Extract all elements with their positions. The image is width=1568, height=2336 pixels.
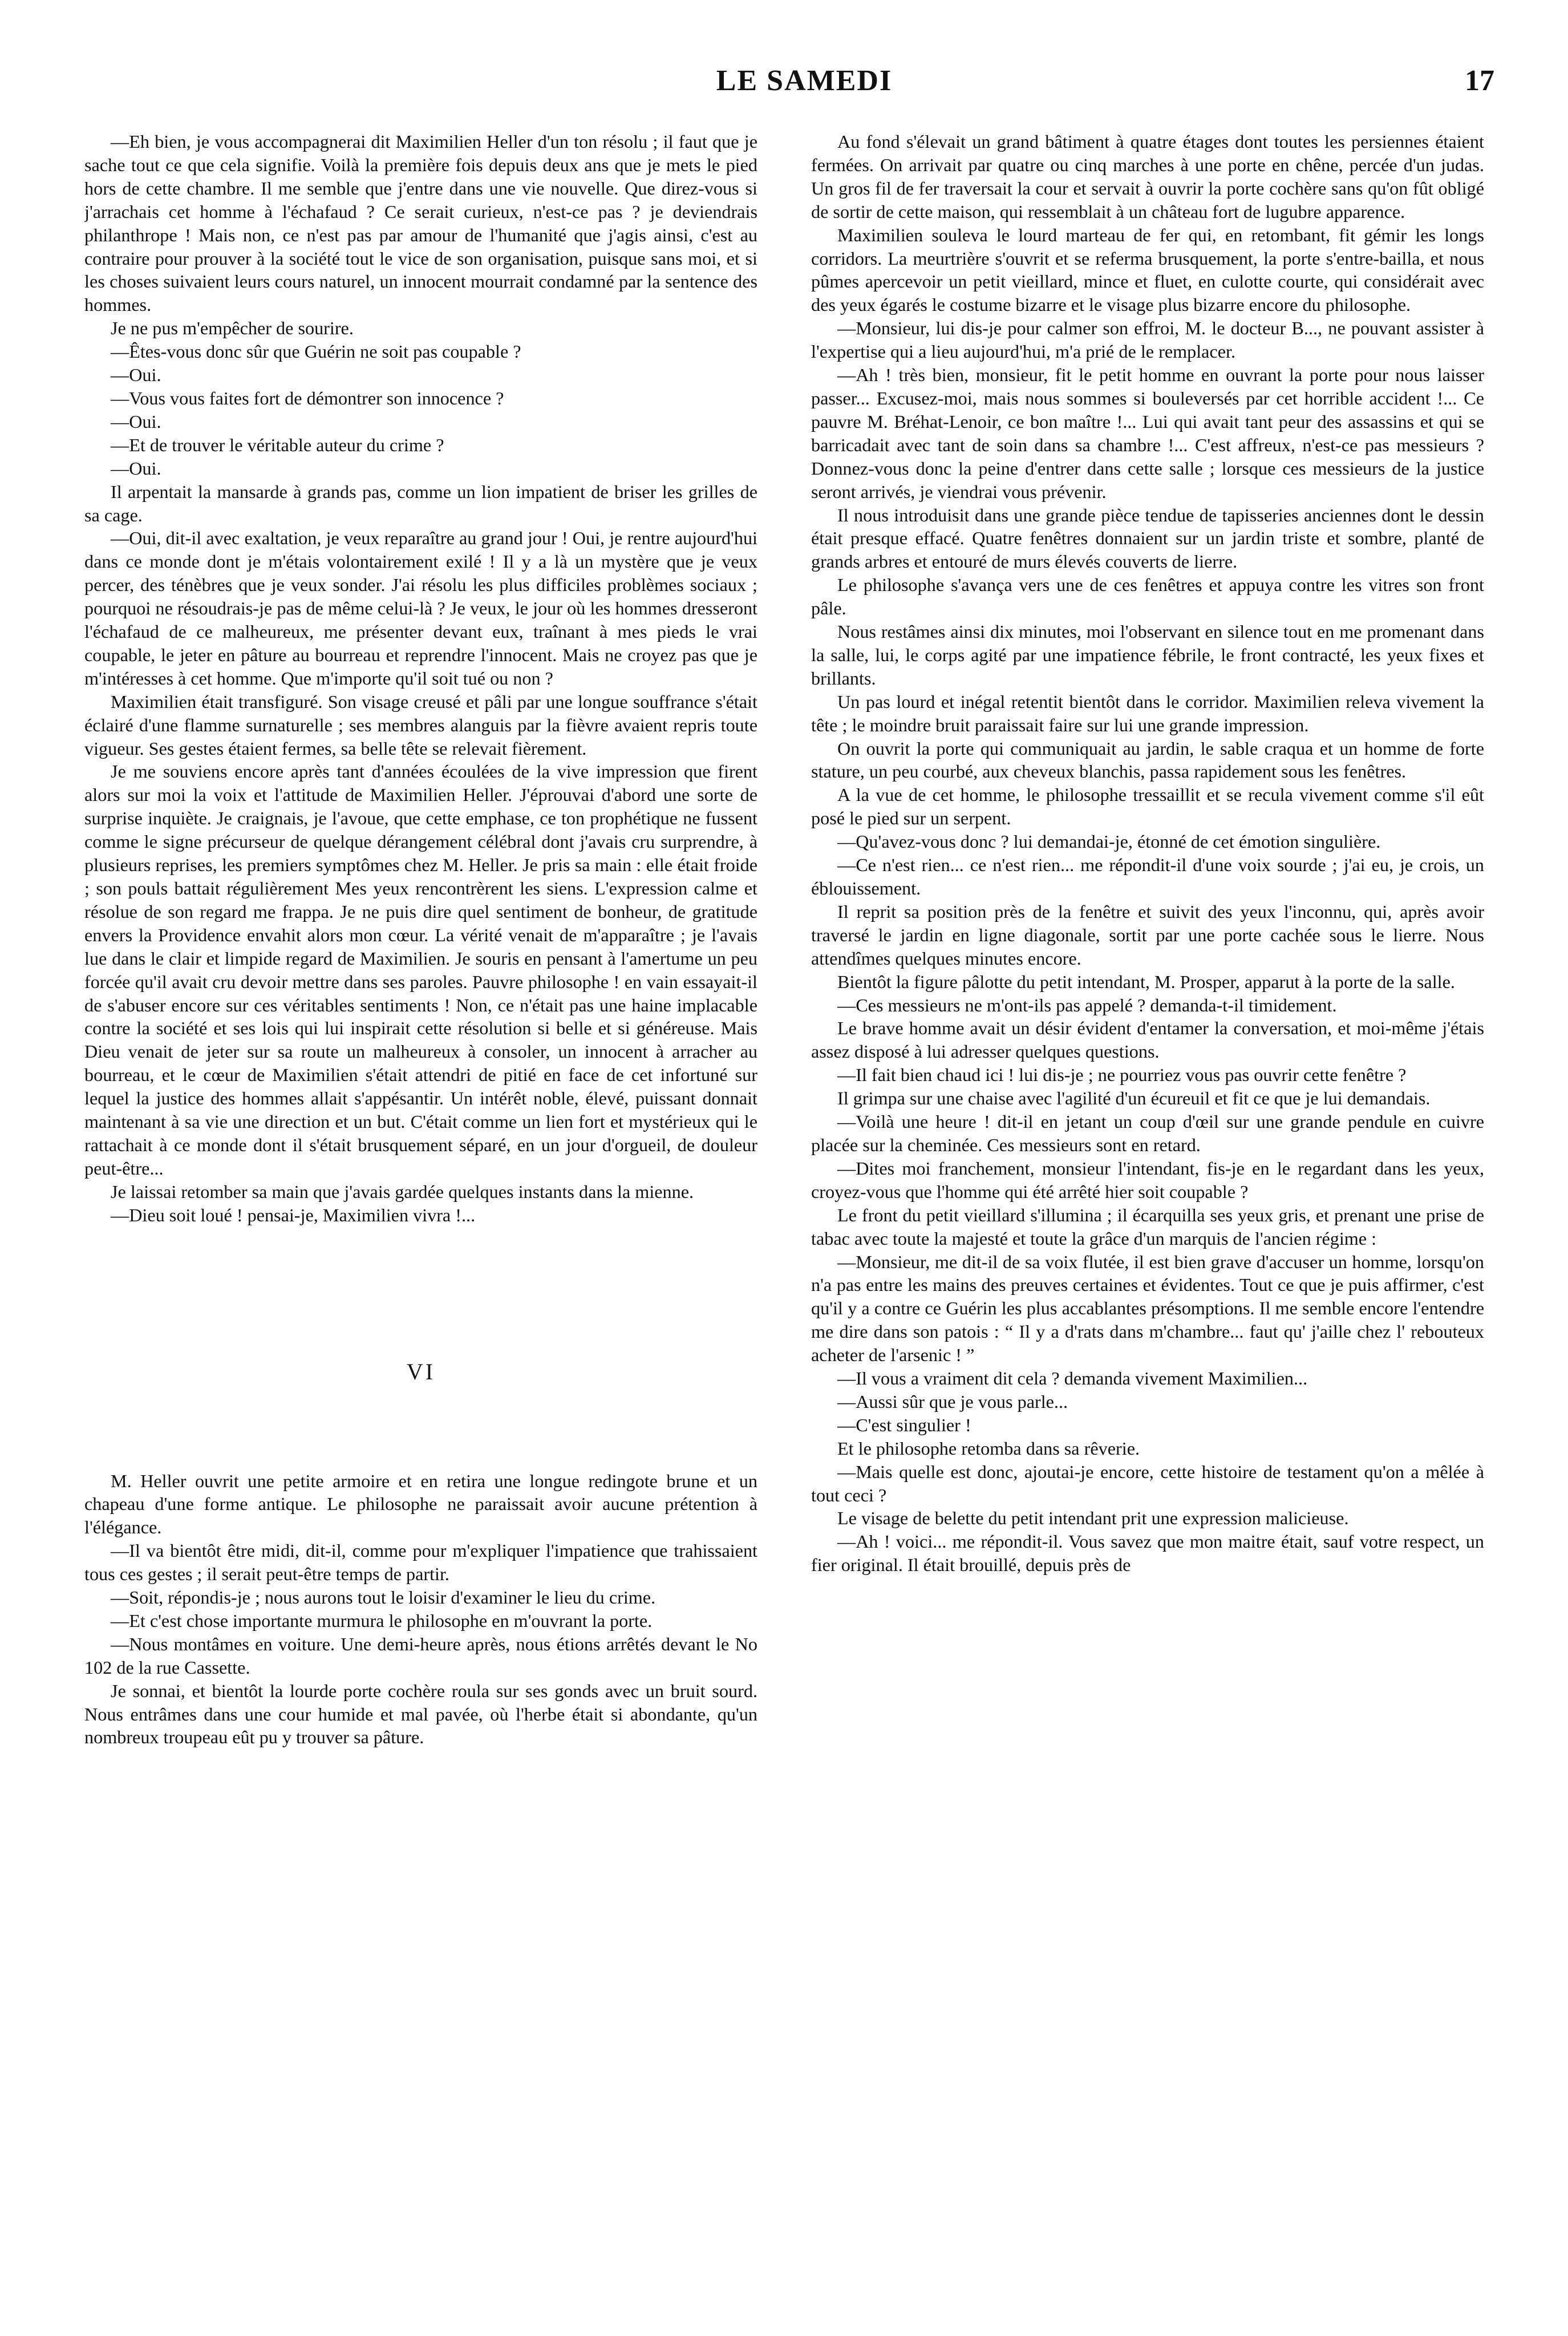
paragraph: —Il vous a vraiment dit cela ? demanda vivement Maximilien... <box>837 1368 1308 1389</box>
paragraph: —Monsieur, lui dis-je pour calmer son effroi, M. le docteur B..., ne pouvant assister à l'expertise qui a lieu aujourd'hui, m'a prié de le remplacer. <box>811 318 1484 362</box>
left-column-text-before-heading <box>84 130 757 1227</box>
paragraph: On ouvrit la porte qui communiquait au jardin, le sable craqua et un homme de forte stature, un peu courbé, aux cheveux blanchis, passa rapidement sous les fenêtres. <box>811 738 1484 782</box>
left-column <box>84 130 757 2286</box>
paragraph: —Nous montâmes en voiture. Une demi-heure après, nous étions arrêtés devant le No 102 de la rue Cassette. <box>84 1633 757 1678</box>
section-heading: VI <box>406 1358 436 1384</box>
paragraph: M. Heller ouvrit une petite armoire et en retira une longue redingote brune et un chapeau d'une forme antique. Le philosophe ne paraissait avoir aucune prétention à l'élégance. <box>84 1470 757 1538</box>
paragraph: —Aussi sûr que je vous parle... <box>837 1391 1068 1412</box>
paragraph: Je sonnai, et bientôt la lourde porte cochère roula sur ses gonds avec un bruit sourd. Nous entrâmes dans une cour humide et mal pavée, où l'herbe était si abondante, qu'un nombreux troupeau eût pu y trouver sa pâture. <box>84 1680 757 1748</box>
paragraph: —Oui. <box>111 458 161 479</box>
paragraph: Maximilien était transfiguré. Son visage creusé et pâli par une longue souffrance s'était éclairé d'une flamme surnaturelle ; ses membres alanguis par la fièvre avaient repris toute vigueur. Ses gestes étaient fermes, sa belle tête se relevait fièrement. <box>84 691 757 759</box>
paragraph: Le visage de belette du petit intendant prit une expression malicieuse. <box>837 1508 1349 1529</box>
paragraph: —Vous vous faites fort de démontrer son innocence ? <box>111 387 504 408</box>
paragraph: —Eh bien, je vous accompagnerai dit Maximilien Heller d'un ton résolu ; il faut que je sache tout ce que cela signifie. Voilà la première fois depuis deux ans que je mets le pied hors de cette chambre. Il me semble que j'entre dans une vie nouvelle. Que direz-vous si j'arrachais cet homme à l'échafaud ? Ce serait curieux, n'est-ce pas ? je deviendrais philanthrope ! Mais non, ce n'est pas par amour de l'humanité que j'agis ainsi, c'est au contraire pour prouver à la société tout le vice de son organisation, puisque sans moi, et si les choses suivaient leurs cours naturel, un innocent mourrait condamné par la sentence des hommes. <box>84 131 757 315</box>
paragraph: Le philosophe s'avança vers une de ces fenêtres et appuya contre les vitres son front pâle. <box>811 574 1484 619</box>
paragraph: —Dieu soit loué ! pensai-je, Maximilien vivra !... <box>111 1204 476 1225</box>
paragraph: —Dites moi franchement, monsieur l'intendant, fis-je en le regardant dans les yeux, croyez-vous que l'homme qui été arrêté hier soit coupable ? <box>811 1157 1484 1202</box>
paragraph: Le front du petit vieillard s'illumina ; il écarquilla ses yeux gris, et prenant une prise de tabac avec toute la majesté et toute la grâce d'un marquis de l'ancien régime : <box>811 1204 1484 1249</box>
paragraph: Je me souviens encore après tant d'années écoulées de la vive impression que firent alors sur moi la voix et l'attitude de Maximilien Heller. J'éprouvai d'abord une sorte de surprise inquiète. Je craignais, je l'avoue, que cette emphase, ce ton prophétique ne fussent comme le signe précurseur de quelque dérangement célébral dont j'avais cru surprendre, à plusieurs reprises, les premiers symptômes chez M. Heller. Je pris sa main : elle était froide ; son pouls battait régulièrement Mes yeux rencontrèrent les siens. L'expression calme et résolue de son regard me frappa. Je ne puis dire quel sentiment de bonheur, de gratitude envers la Providence envahit alors mon cœur. La vérité venait de m'apparaître ; je l'avais lue dans le clair et limpide regard de Maximilien. Je souris en pensant à l'amertume un peu forcée qu'il avait cru devoir mettre dans ses paroles. Pauvre philosophe ! en vain essayait-il de s'abuser encore sur ces véritables sentiments ! Non, ce n'était pas une haine implacable contre la société et ses lois qui lui inspirait cette résolution si belle et si généreuse. Mais Dieu venait de jeter sur sa route un malheureux à consoler, un innocent à arracher au bourreau, et le cœur de Maximilien s'était attendri de pitié en face de cet infortuné sur lequel la justice des hommes allait s'appésantir. Un intérêt noble, élevé, puissant donnait maintenant à sa vie une direction et un but. C'était comme un lien fort et mystérieux qui le rattachait à ce monde dont il s'était brusquement séparé, en un jour d'orgueil, de douleur peut-être... <box>84 761 757 1179</box>
paragraph: —Oui. <box>111 411 161 432</box>
paragraph: —Monsieur, me dit-il de sa voix flutée, il est bien grave d'accuser un homme, lorsqu'on n'a pas entre les mains des preuves certaines et évidentes. Tout ce que je puis affirmer, c'est qu'il y a contre ce Guérin les plus accablantes présomptions. Il me semble encore l'entendre me dire dans son patois : “ Il y a d'rats dans m'chambre... faut qu' j'aille chez l' rebouteux acheter de l'arsenic ! ” <box>811 1251 1484 1366</box>
paragraph: —Et de trouver le véritable auteur du crime ? <box>111 434 444 455</box>
paragraph: —Il fait bien chaud ici ! lui dis-je ; ne pourriez vous pas ouvrir cette fenêtre ? <box>837 1064 1407 1086</box>
masthead: LE SAMEDI <box>716 64 893 97</box>
paragraph: —Ce n'est rien... ce n'est rien... me répondit-il d'une voix sourde ; j'ai eu, je crois, un éblouissement. <box>811 855 1484 898</box>
paragraph: Un pas lourd et inégal retentit bientôt dans le corridor. Maximilien releva vivement la tête ; le moindre bruit paraissait faire sur lui une grande impression. <box>811 691 1484 735</box>
paragraph: Il nous introduisit dans une grande pièce tendue de tapisseries anciennes dont le dessin était presque effacé. Quatre fenêtres donnaient sur un jardin triste et sombre, planté de grands arbres et entouré de murs élevés couverts de lierre. <box>811 504 1484 572</box>
paragraph: Nous restâmes ainsi dix minutes, moi l'observant en silence tout en me promenant dans la salle, lui, le corps agité par une impatience fébrile, le front contracté, les yeux fixes et brillants. <box>811 621 1484 689</box>
paragraph: Il arpentait la mansarde à grands pas, comme un lion impatient de briser les grilles de sa cage. <box>84 481 757 525</box>
paragraph: —Ah ! voici... me répondit-il. Vous savez que mon maitre était, sauf votre respect, un fier original. Il était brouillé, depuis près de <box>811 1531 1484 1576</box>
paragraph: —Ah ! très bien, monsieur, fit le petit homme en ouvrant la porte pour nous laisser passer... Excusez-moi, mais nous sommes si bouleversés par cet horrible accident !... Ce pauvre M. Bréhat-Lenoir, ce bon maître !... Lui qui avait tant peur des assassins et qui se barricadait avec tant de soin dans sa chambre !... C'est affreux, n'est-ce pas messieurs ? Donnez-vous donc la peine d'entrer dans cette salle ; lorsque ces messieurs de la justice seront arrivés, je viendrai vous prévenir. <box>811 365 1484 502</box>
paragraph: Et le philosophe retomba dans sa rêverie. <box>837 1438 1140 1459</box>
paragraph: Je laissai retomber sa main que j'avais gardée quelques instants dans la mienne. <box>111 1181 694 1202</box>
page-header <box>114 64 1494 115</box>
paragraph: —Qu'avez-vous donc ? lui demandai-je, étonné de cet émotion singulière. <box>837 831 1381 852</box>
paragraph: —Voilà une heure ! dit-il en jetant un coup d'œil sur une grande pendule en cuivre placée sur la cheminée. Ces messieurs sont en retard. <box>811 1111 1484 1155</box>
paragraph: Je ne pus m'empêcher de sourire. <box>111 318 354 339</box>
paragraph: Il grimpa sur une chaise avec l'agilité d'un écureuil et fit ce que je lui demandais. <box>837 1088 1431 1109</box>
paragraph: Le brave homme avait un désir évident d'entamer la conversation, et moi-même j'étais assez disposé à lui adresser quelques questions. <box>811 1018 1484 1062</box>
right-column-text <box>811 130 1484 1577</box>
paragraph: —Oui, dit-il avec exaltation, je veux reparaître au grand jour ! Oui, je rentre aujourd'hui dans ce monde dont je m'étais volontairement exilé ! Il y a là un mystère que je veux percer, des ténèbres que je veux sonder. J'ai résolu les plus difficiles problèmes sociaux ; pourquoi ne résoudrais-je pas de même celui-là ? Je veux, le jour où les hommes dresseront l'échafaud de ce malheureux, me présenter devant eux, traînant à mes pieds le vrai coupable, le jeter en pâture au bourreau et reprendre l'innocent. Mais ne croyez pas que je m'intéresses à cet homme. Que m'importe qu'il soit tué ou non ? <box>84 528 757 689</box>
paragraph: —Êtes-vous donc sûr que Guérin ne soit pas coupable ? <box>111 341 521 362</box>
paragraph: Au fond s'élevait un grand bâtiment à quatre étages dont toutes les persiennes étaient fermées. On arrivait par quatre ou cinq marches à une porte en chêne, percée d'un judas. Un gros fil de fer traversait la cour et servait à ouvrir la porte cochère sans qu'on fût obligé de sortir de cette maison, qui ressemblait à un château fort de lugubre apparence. <box>811 131 1484 222</box>
paragraph: —Oui. <box>111 365 161 386</box>
left-column-text-after-heading <box>84 1469 757 1750</box>
paragraph: Il reprit sa position près de la fenêtre et suivit des yeux l'inconnu, qui, après avoir traversé le jardin en ligne diagonale, sortit par une porte cachée sous le lierre. Nous attendîmes quelques minutes encore. <box>811 901 1484 969</box>
paragraph: Bientôt la figure pâlotte du petit intendant, M. Prosper, apparut à la porte de la salle. <box>837 971 1455 992</box>
page-number: 17 <box>1465 64 1494 97</box>
paragraph: A la vue de cet homme, le philosophe tressaillit et se recula vivement comme s'il eût posé le pied sur un serpent. <box>811 784 1484 829</box>
paragraph: —Il va bientôt être midi, dit-il, comme pour m'expliquer l'impatience que trahissaient tous ces gestes ; il serait peut-être temps de partir. <box>84 1540 757 1585</box>
paragraph: —Et c'est chose importante murmura le philosophe en m'ouvrant la porte. <box>111 1610 653 1631</box>
paragraph: —Mais quelle est donc, ajoutai-je encore, cette histoire de testament qu'on a mêlée à tout ceci ? <box>811 1461 1484 1505</box>
paragraph: —Ces messieurs ne m'ont-ils pas appelé ? demanda-t-il timidement. <box>837 994 1337 1015</box>
right-column <box>811 130 1484 2286</box>
paragraph: —Soit, répondis-je ; nous aurons tout le loisir d'examiner le lieu du crime. <box>111 1587 656 1608</box>
paragraph: —C'est singulier ! <box>837 1414 971 1435</box>
paragraph: Maximilien souleva le lourd marteau de fer qui, en retombant, fit gémir les longs corridors. La meurtrière s'ouvrit et se referma brusquement, la porte s'entre-bailla, et nous pûmes apercevoir un petit vieillard, mince et fluet, en culotte courte, qui considérait avec des yeux égarés le costume bizarre et le visage plus bizarre encore du philosophe. <box>811 224 1484 315</box>
